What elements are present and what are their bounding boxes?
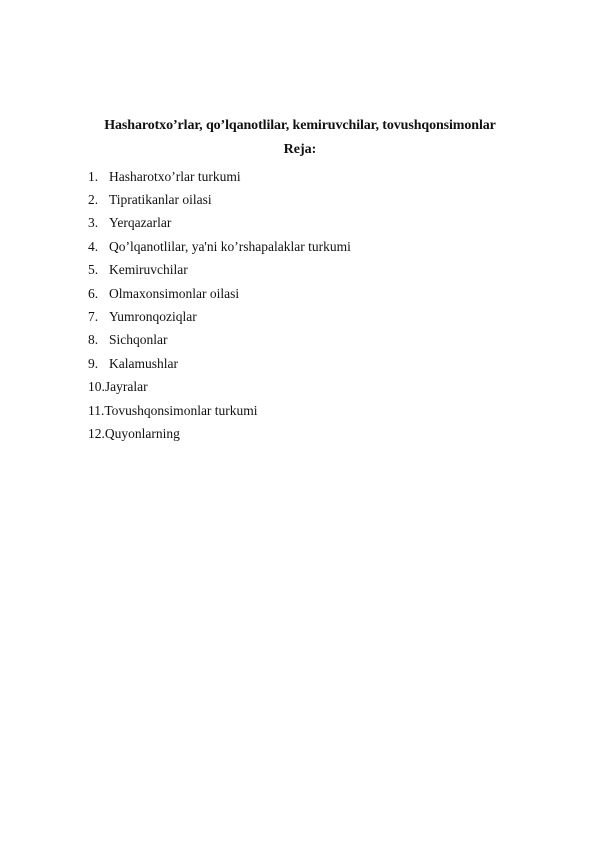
list-item-number: 6. [88,285,99,301]
list-item [88,282,351,305]
list-item-text: Sichqonlar [109,332,168,348]
list-item-number: 8. [88,332,99,348]
list-item [88,212,351,235]
list-item [88,399,351,422]
plan-list [88,165,351,446]
list-item [88,259,351,282]
list-item [88,235,351,258]
list-item-text: Hasharotxo’rlar turkumi [109,168,241,184]
list-item-text: Yerqazarlar [109,215,172,231]
list-item-number: 11. [88,402,105,418]
list-item-number: 3. [88,215,99,231]
list-item-number: 9. [88,355,99,371]
list-item [88,329,351,352]
list-item-number: 5. [88,262,99,278]
list-item-number: 2. [88,192,99,208]
list-item-number: 1. [88,168,99,184]
list-item [88,305,351,328]
list-item-text: Tovushqonsimonlar turkumi [104,402,258,418]
list-item-number: 10. [88,379,105,395]
list-item [88,422,351,445]
list-item-text: Olmaxonsimonlar oilasi [109,285,240,301]
list-item-text: Kalamushlar [109,355,178,371]
list-item-text: Tipratikanlar oilasi [109,192,212,208]
list-item [88,352,351,375]
list-item [88,188,351,211]
list-item-number: 7. [88,309,99,325]
list-item-text: Yumronqoziqlar [109,309,197,325]
plan-heading: Reja: [283,142,317,157]
list-item-text: Qo’lqanotlilar, ya'ni ko’rshapalaklar turkumi [109,238,351,254]
list-item-text: Quyonlarning [104,425,180,441]
list-item [88,376,351,399]
list-item [88,165,351,188]
list-item-number: 12. [88,425,105,441]
list-item-text: Kemiruvchilar [109,262,188,278]
list-item-text: Jayralar [104,379,148,395]
document-title: Hasharotxo’rlar, qo’lqanotlilar, kemiruvchilar, tovushqonsimonlar [104,118,496,133]
list-item-number: 4. [88,238,99,254]
